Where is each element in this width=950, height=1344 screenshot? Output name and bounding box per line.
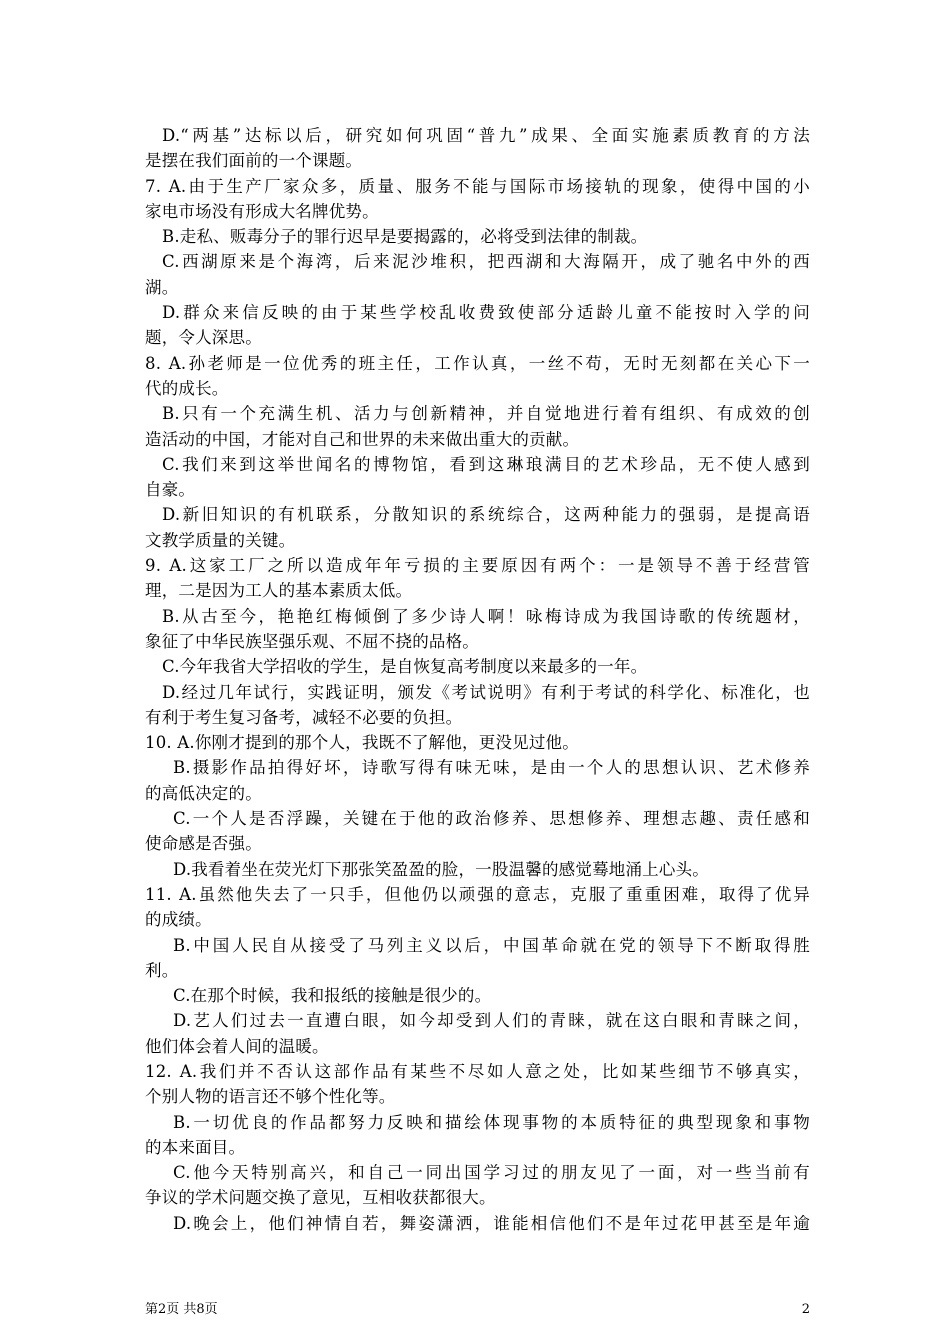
- text-line: C.西湖原来是个海湾，后来泥沙堆积，把西湖和大海隔开，成了驰名中外的西: [162, 252, 810, 272]
- text-line: 是摆在我们面前的一个课题。: [145, 151, 363, 171]
- text-line: 的高低决定的。: [145, 783, 262, 803]
- document-body: [145, 123, 810, 1236]
- page-number: 2: [801, 1302, 810, 1317]
- text-line: 9. A.这家工厂之所以造成年年亏损的主要原因有两个：一是领导不善于经营管: [145, 556, 810, 576]
- text-line: 个别人物的语言还不够个性化等。: [145, 1087, 396, 1107]
- text-line: 利。: [145, 960, 179, 980]
- text-line: 11. A.虽然他失去了一只手，但他仍以顽强的意志，克服了重重困难，取得了优异: [145, 884, 810, 904]
- text-line: D.晚会上，他们神情自若，舞姿潇洒，谁能相信他们不是年过花甲甚至是年逾: [173, 1213, 810, 1233]
- text-line: 使命感是否强。: [145, 834, 262, 854]
- text-line: B.中国人民自从接受了马列主义以后，中国革命就在党的领导下不断取得胜: [173, 935, 810, 955]
- text-line: D.艺人们过去一直遭白眼，如今却受到人们的青睐，就在这白眼和青睐之间，: [173, 1011, 810, 1031]
- text-line: 家电市场没有形成大名牌优势。: [145, 201, 379, 221]
- text-line: 自豪。: [145, 480, 196, 500]
- text-line: C.我们来到这举世闻名的博物馆，看到这琳琅满目的艺术珍品，无不使人感到: [162, 454, 810, 474]
- text-line: 有利于考生复习备考，减轻不必要的负担。: [145, 707, 463, 727]
- text-line: C.在那个时候，我和报纸的接触是很少的。: [173, 986, 492, 1006]
- text-line: C.今年我省大学招收的学生，是自恢复高考制度以来最多的一年。: [162, 657, 648, 677]
- text-line: B.一切优良的作品都努力反映和描绘体现事物的本质特征的典型现象和事物: [173, 1112, 810, 1132]
- text-line: 争议的学术问题交换了意见，互相收获都很大。: [145, 1188, 496, 1208]
- text-line: B.只有一个充满生机、活力与创新精神，并自觉地进行着有组织、有成效的创: [162, 404, 810, 424]
- text-line: C.他今天特别高兴，和自己一同出国学习过的朋友见了一面，对一些当前有: [173, 1163, 810, 1183]
- text-line: D.经过几年试行，实践证明，颁发《考试说明》有利于考试的科学化、标准化，也: [162, 682, 810, 702]
- text-line: 7. A.由于生产厂家众多，质量、服务不能与国际市场接轨的现象，使得中国的小: [145, 176, 810, 196]
- text-line: B.走私、贩毒分子的罪行迟早是要揭露的，必将受到法律的制裁。: [162, 227, 648, 247]
- text-line: C.一个人是否浮躁，关键在于他的政治修养、思想修养、理想志趣、责任感和: [173, 809, 810, 829]
- text-line: 他们体会着人间的温暖。: [145, 1036, 329, 1056]
- text-line: 8. A.孙老师是一位优秀的班主任，工作认真，一丝不苟，无时无刻都在关心下一: [145, 353, 810, 373]
- page-count: 第2页 共8页: [145, 1302, 218, 1317]
- text-line: 代的成长。: [145, 378, 229, 398]
- text-line: 12. A.我们并不否认这部作品有某些不尽如人意之处，比如某些细节不够真实，: [145, 1061, 810, 1081]
- text-line: 10. A.你刚才提到的那个人，我既不了解他，更没见过他。: [145, 733, 579, 753]
- text-line: 象征了中华民族坚强乐观、不屈不挠的品格。: [145, 631, 479, 651]
- text-line: 的本来面目。: [145, 1137, 246, 1157]
- text-line: D.新旧知识的有机联系，分散知识的系统综合，这两种能力的强弱，是提高语: [162, 505, 810, 525]
- text-line: 文教学质量的关键。: [145, 530, 296, 550]
- text-line: D.“两基”达标以后，研究如何巩固“普九”成果、全面实施素质教育的方法: [162, 126, 810, 145]
- text-line: 理，二是因为工人的基本素质太低。: [145, 581, 413, 601]
- page-footer: [145, 1300, 810, 1320]
- text-line: 湖。: [145, 277, 179, 297]
- text-line: D.群众来信反映的由于某些学校乱收费致使部分适龄儿童不能按时入学的问: [162, 303, 810, 323]
- text-line: 的成绩。: [145, 910, 212, 930]
- text-line: B.从古至今，艳艳红梅倾倒了多少诗人啊！咏梅诗成为我国诗歌的传统题材，: [162, 606, 810, 626]
- text-line: B.摄影作品拍得好坏，诗歌写得有味无味，是由一个人的思想认识、艺术修养: [173, 758, 810, 778]
- text-line: D.我看着坐在荧光灯下那张笑盈盈的脸，一股温馨的感觉蓦地涌上心头。: [173, 859, 709, 879]
- text-line: 题，令人深思。: [145, 328, 262, 348]
- text-line: 造活动的中国，才能对自己和世界的未来做出重大的贡献。: [145, 429, 580, 449]
